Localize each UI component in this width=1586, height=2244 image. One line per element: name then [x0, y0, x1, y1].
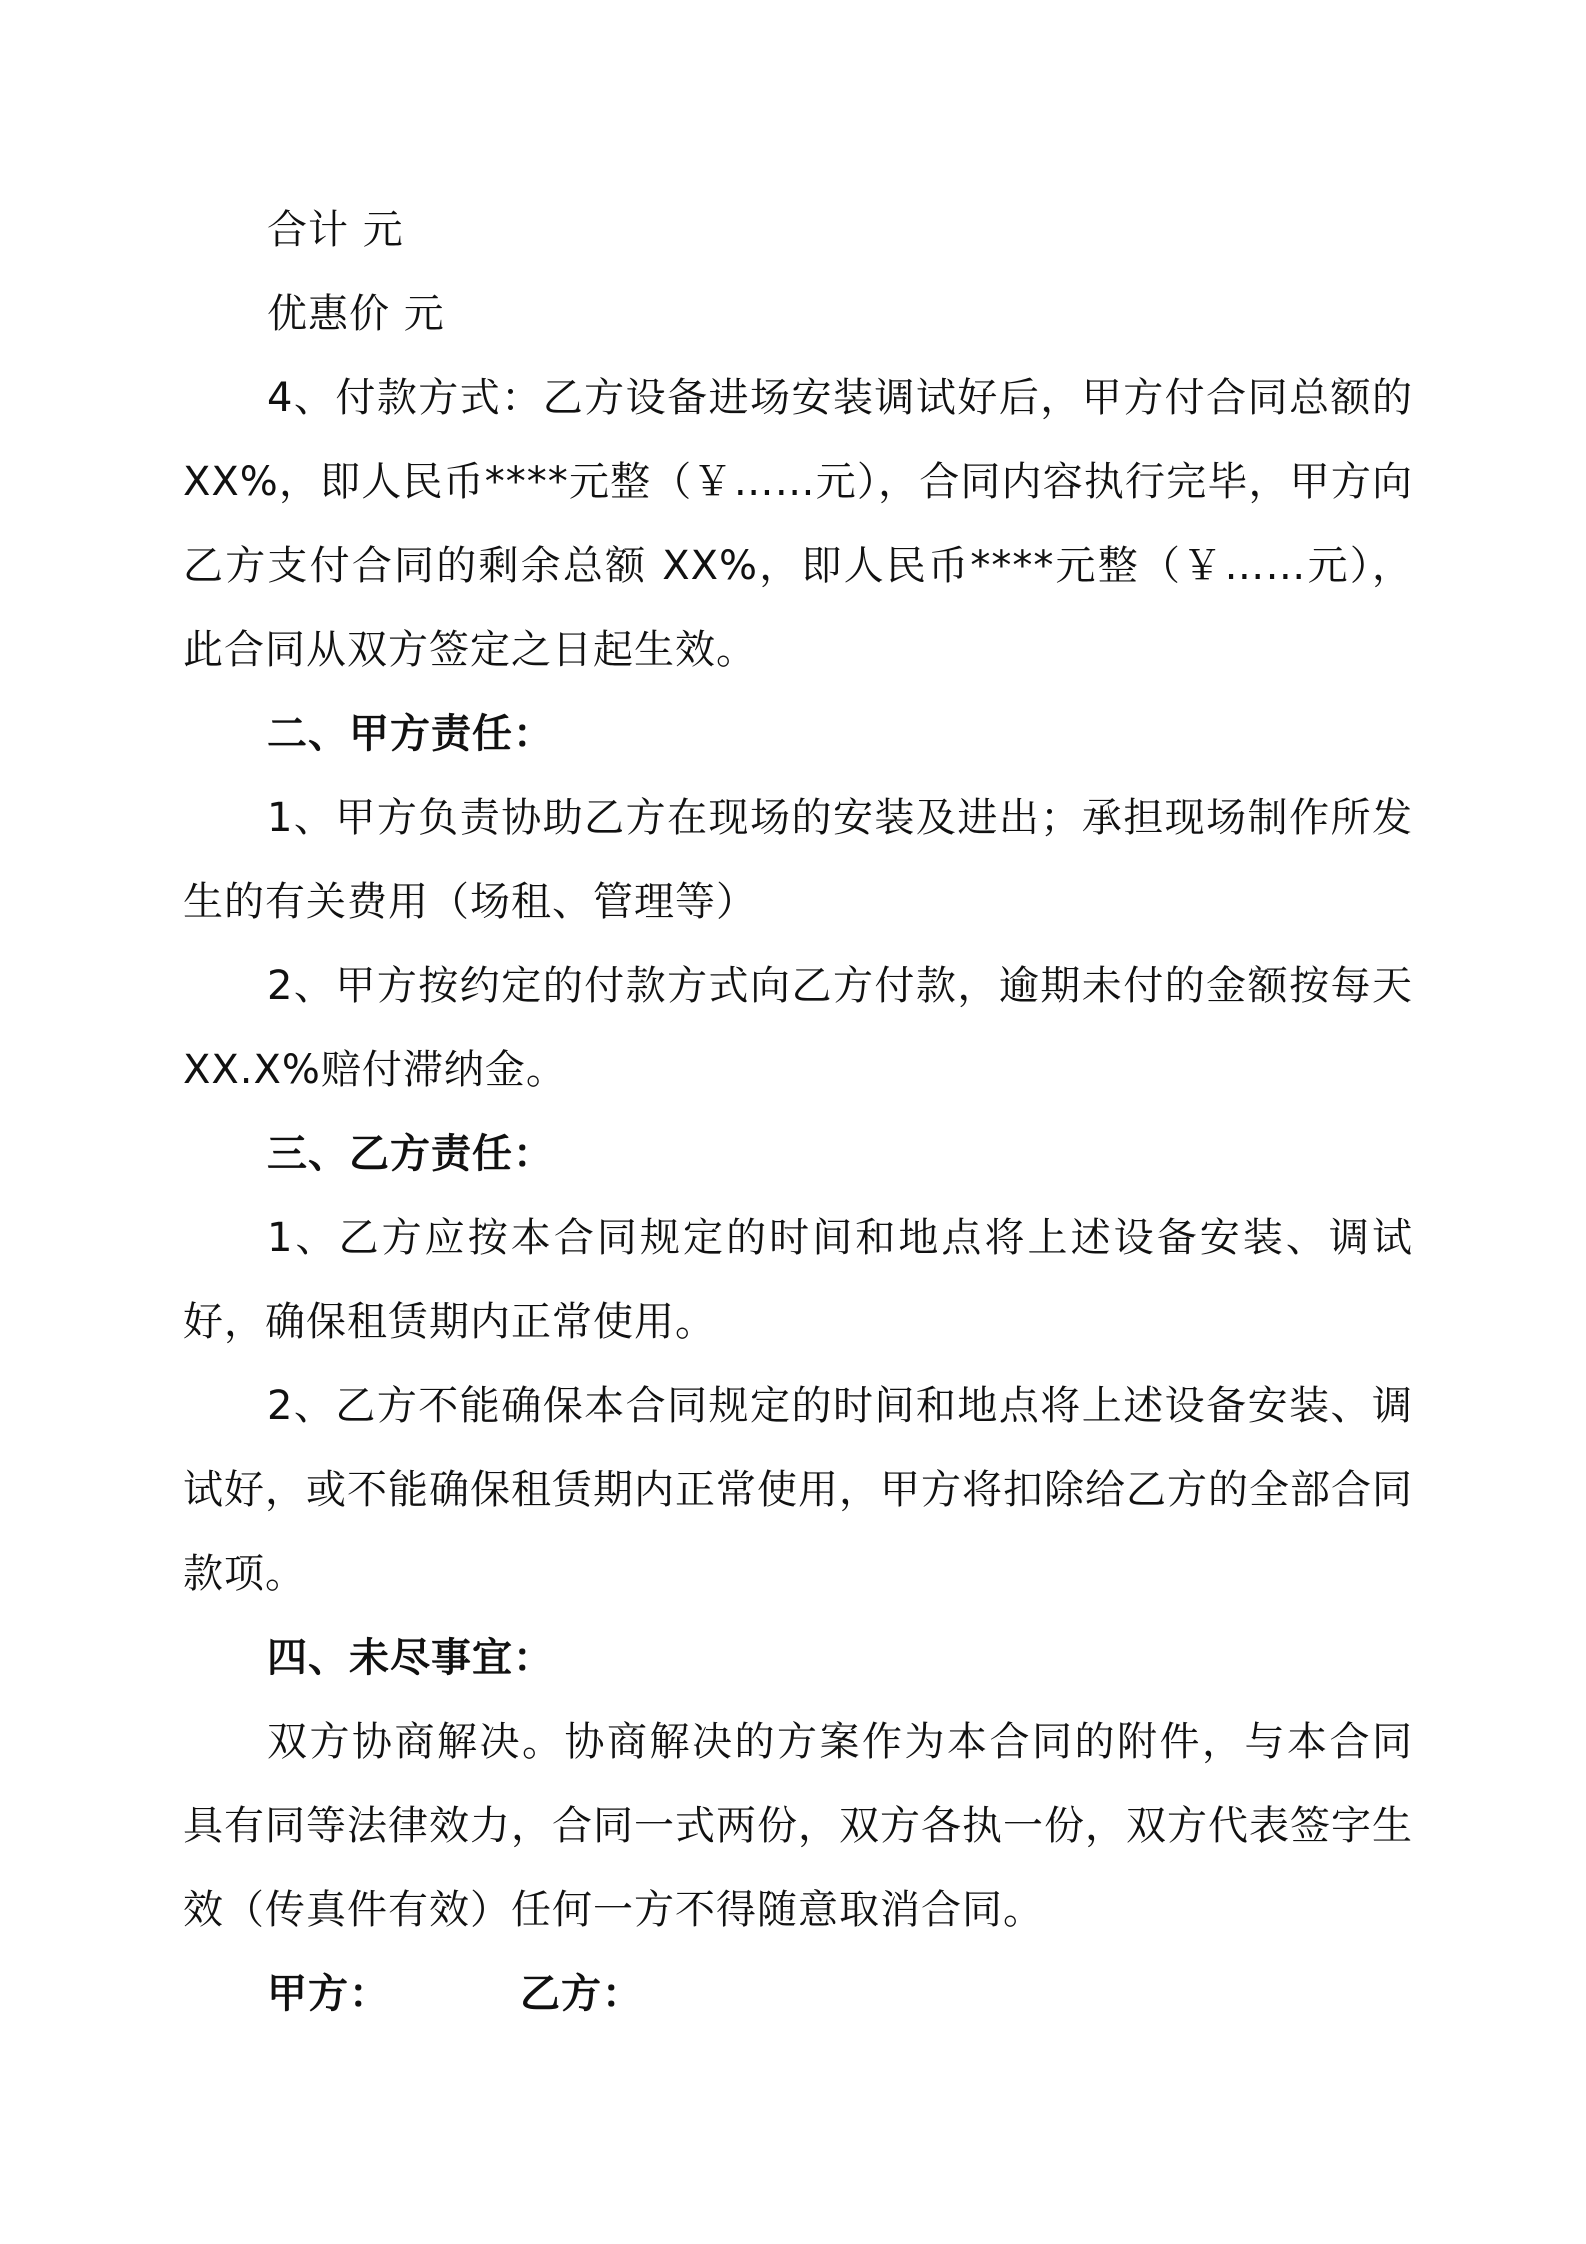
section3-heading: 三、乙方责任：	[267, 1131, 554, 1177]
section2-item1: 1、甲方负责协助乙方在现场的安装及进出；承担现场制作所发生的有关费用（场租、管理等）	[183, 795, 1413, 925]
section4-body: 双方协商解决。协商解决的方案作为本合同的附件，与本合同具有同等法律效力，合同一式两份，双方各执一份，双方代表签字生效（传真件有效）任何一方不得随意取消合同。	[183, 1719, 1413, 1933]
party-b-label: 乙方：	[520, 1971, 643, 2017]
section2-heading: 二、甲方责任：	[267, 711, 554, 757]
party-a-label: 甲方：	[267, 1971, 390, 2017]
payment-clause: 4、付款方式：乙方设备进场安装调试好后，甲方付合同总额的 XX%，即人民币****元整（￥……元），合同内容执行完毕，甲方向乙方支付合同的剩余总额 XX%，即人民币****元整（￥……元），此合同从双方签定之日起生效。	[183, 375, 1413, 673]
section3-item2: 2、乙方不能确保本合同规定的时间和地点将上述设备安装、调试好，或不能确保租赁期内正常使用，甲方将扣除给乙方的全部合同款项。	[183, 1383, 1413, 1597]
contract-body	[183, 188, 1413, 2036]
signature-row	[183, 1952, 1413, 2036]
total-line: 合计 元	[267, 207, 404, 253]
section3-item1: 1、乙方应按本合同规定的时间和地点将上述设备安装、调试好，确保租赁期内正常使用。	[183, 1215, 1413, 1345]
section4-heading: 四、未尽事宜：	[267, 1635, 554, 1681]
discount-line: 优惠价 元	[267, 291, 445, 337]
section2-item2: 2、甲方按约定的付款方式向乙方付款，逾期未付的金额按每天 XX.X%赔付滞纳金。	[183, 963, 1413, 1093]
